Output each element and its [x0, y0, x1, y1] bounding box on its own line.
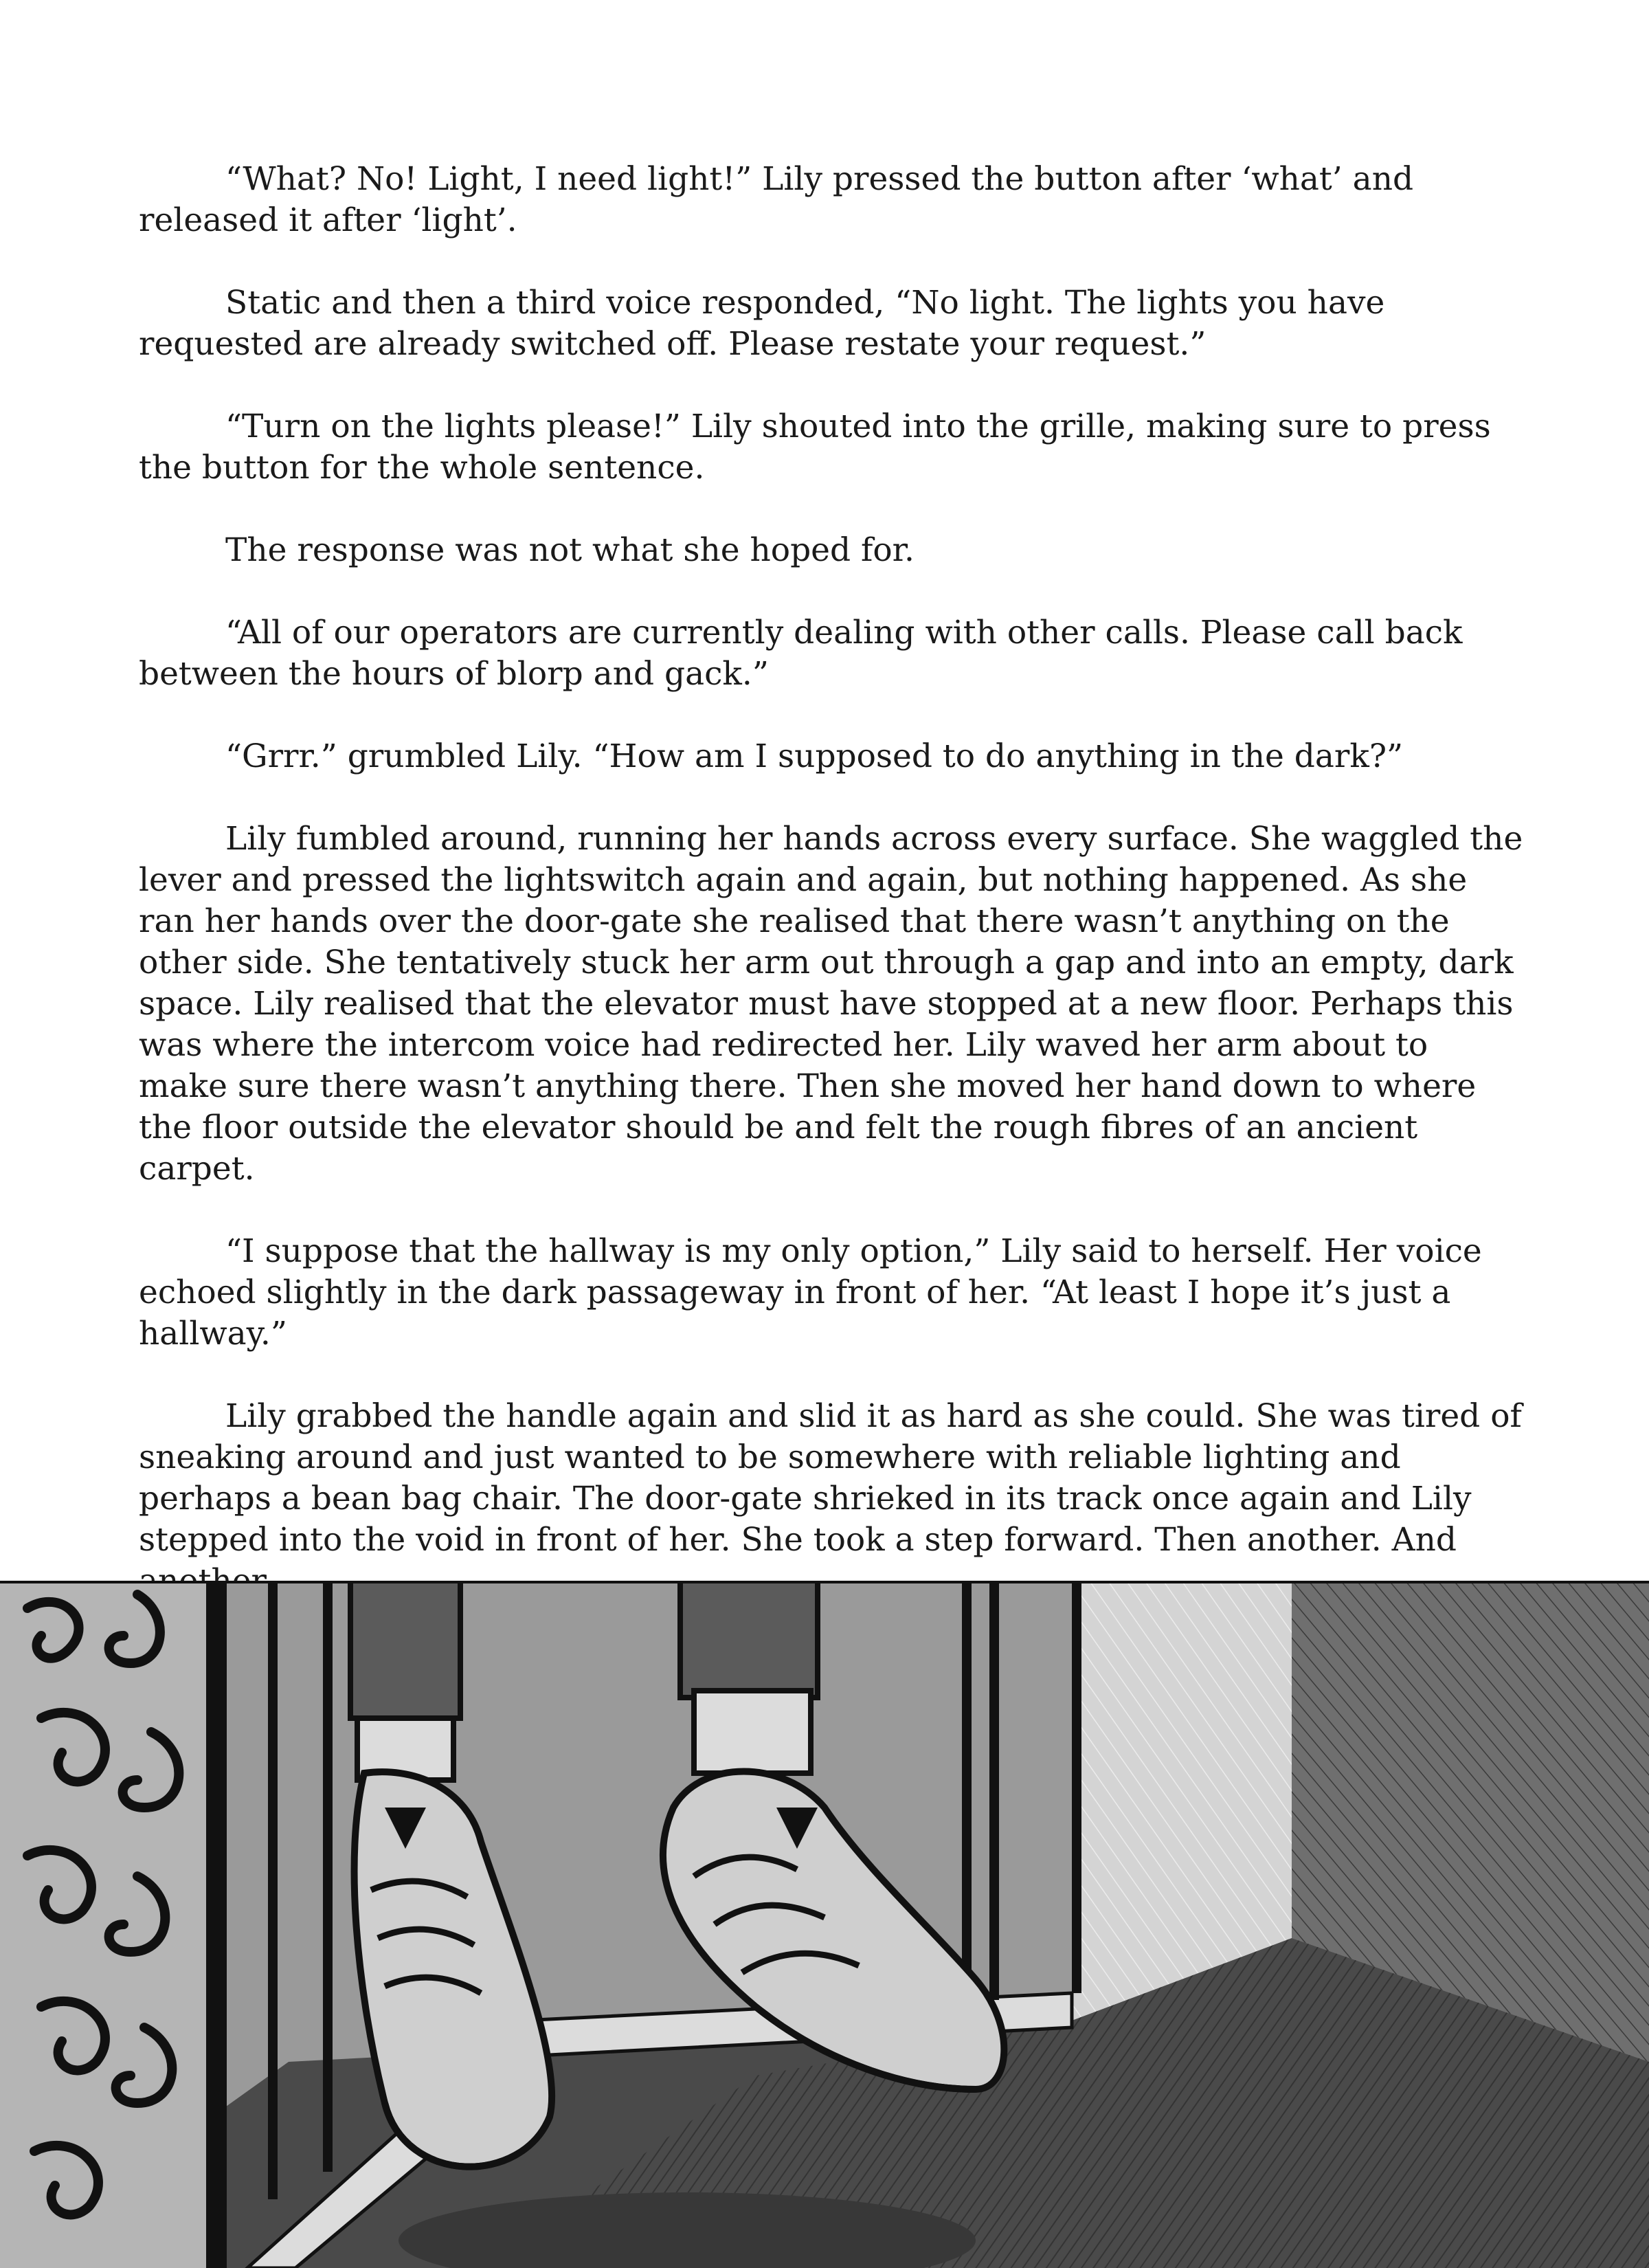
paragraph: “I suppose that the hallway is my only option,” Lily said to herself. Her voice echoed slightly in the dark passageway in front of her. “At least I hope it’s just a hallway.” [139, 1232, 1482, 1353]
paragraph: “Grrr.” grumbled Lily. “How am I supposed to do anything in the dark?” [225, 737, 1404, 775]
gate-bar [323, 1581, 333, 2172]
gate-panel [0, 1581, 206, 2268]
paragraph: The response was not what she hoped for. [225, 531, 915, 569]
paragraph: “All of our operators are currently dealing with other calls. Please call back between the hours of blorp and gack.” [139, 614, 1463, 693]
right-jeans-leg [680, 1581, 818, 1698]
paragraph: “What? No! Light, I need light!” Lily pressed the button after ‘what’ and released it after ‘light’. [139, 160, 1414, 239]
paragraph: Lily fumbled around, running her hands across every surface. She waggled the lever and pressed the lightswitch again and again, but nothing happened. As she ran her hands over the door-gate she realised that there wasn’t anything on the other side. She tentatively stuck her arm out through a gap and into an empty, dark space. Lily realised that the elevator must have stopped at a new floor. Perhaps this was where the intercom voice had redirected her. Lily waved her arm about to make sure there wasn’t anything there. Then she moved her hand down to where the floor outside the elevator should be and felt the rough fibres of an ancient carpet. [139, 820, 1523, 1188]
gate-post [206, 1581, 227, 2268]
gate-bar [1072, 1581, 1081, 1993]
paragraph: Lily grabbed the handle again and slid it as hard as she could. She was tired of sneaking around and just wanted to be somewhere with reliable lighting and perhaps a bean bag chair. The door-gate shrieked in its track once again and Lily stepped into the void in front of her. She took a step forward. Then another. And [139, 1397, 1522, 1559]
paragraph: “Turn on the lights please!” Lily shouted into the grille, making sure to press the button for the whole sentence. [139, 408, 1491, 487]
panel-border [0, 1581, 1649, 1583]
story-text [139, 159, 1527, 1602]
paragraph: Static and then a third voice responded, “No light. The lights you have requested are already switched off. Please restate your request.” [139, 284, 1385, 363]
left-jeans-leg [350, 1581, 460, 1718]
gate-bar [962, 1581, 972, 2007]
right-sock [694, 1691, 811, 1773]
gate-bar [268, 1581, 278, 2199]
elevator-floor-drawing [0, 1581, 1649, 2268]
illustration [0, 1581, 1649, 2268]
gate-bar [989, 1581, 999, 2000]
